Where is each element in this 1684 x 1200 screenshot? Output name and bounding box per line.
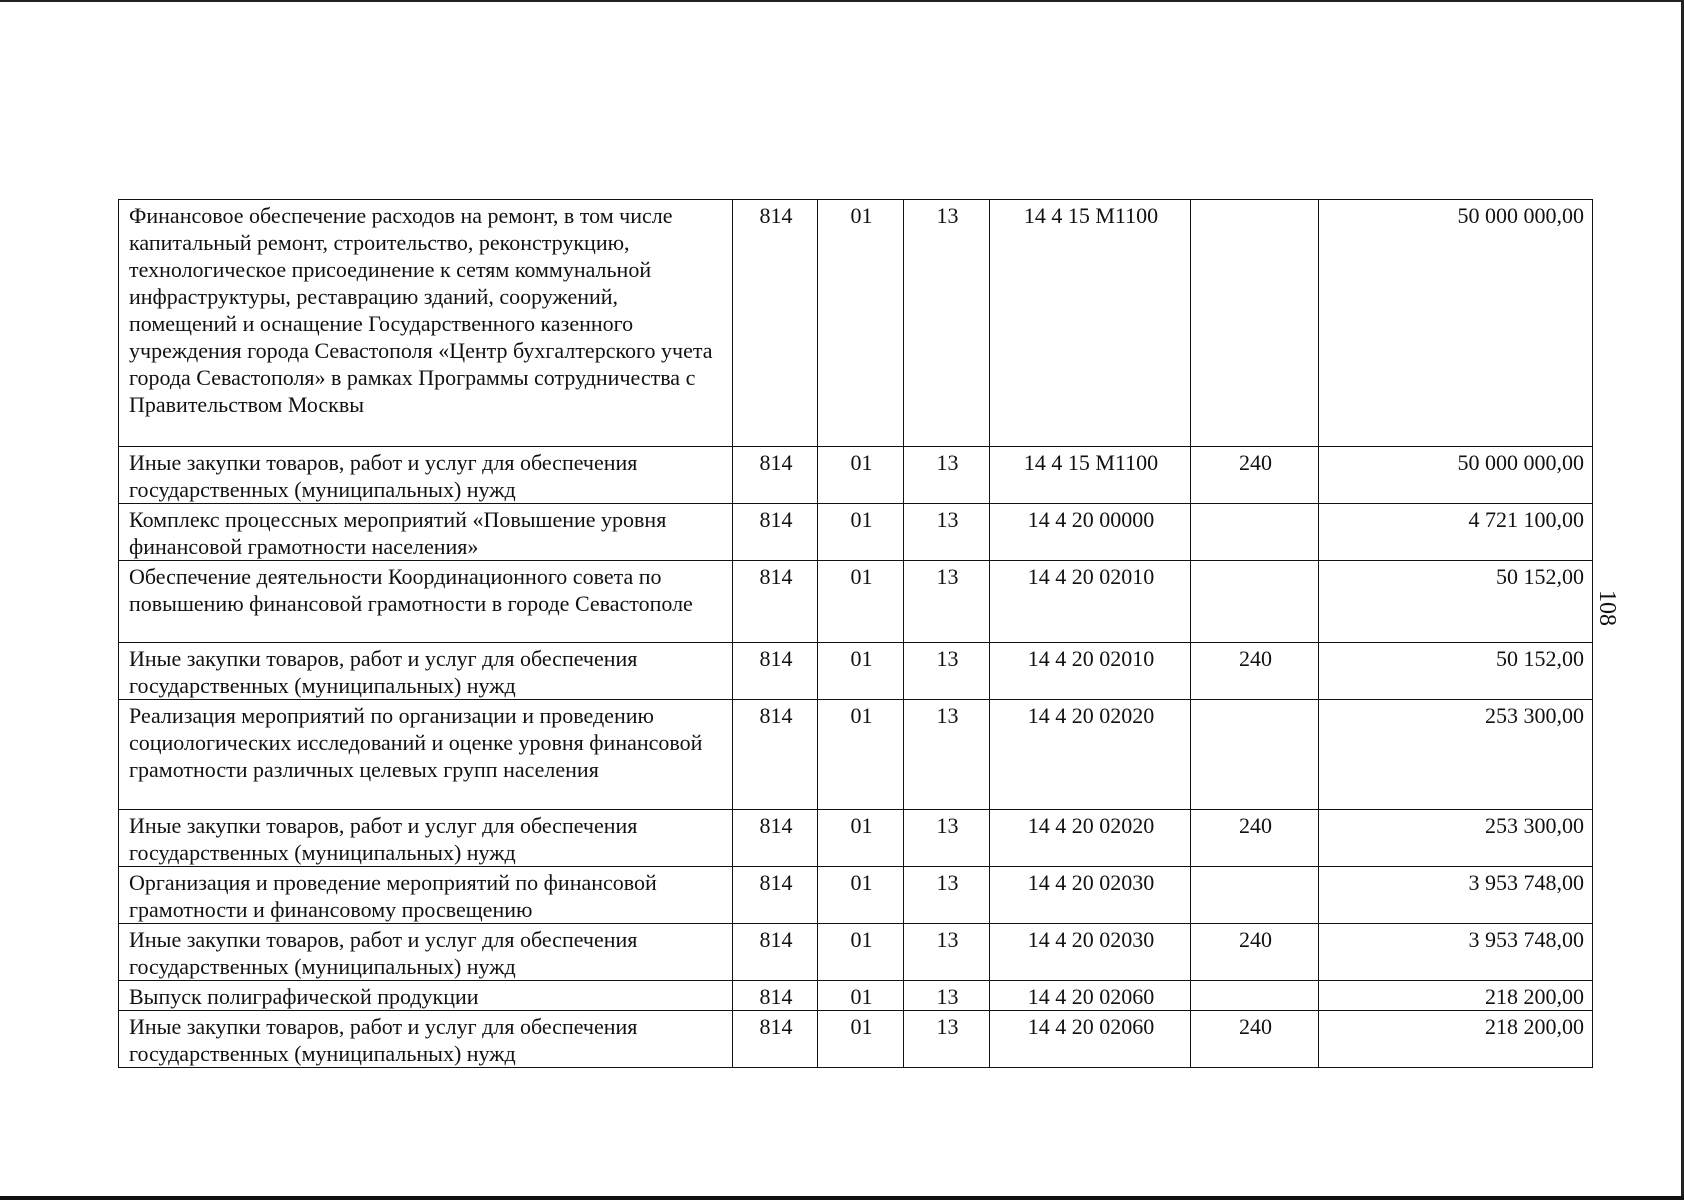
row-target-article-code: 14 4 20 02060 <box>990 1011 1191 1068</box>
row-amount: 3 953 748,00 <box>1319 924 1593 981</box>
row-expense-type-code: 240 <box>1191 447 1319 504</box>
row-target-article-code: 14 4 20 02020 <box>990 810 1191 867</box>
row-target-article-code: 14 4 15 М1100 <box>990 447 1191 504</box>
row-expense-type-code: 240 <box>1191 643 1319 700</box>
row-subsection-code: 13 <box>904 867 990 924</box>
row-amount: 4 721 100,00 <box>1319 504 1593 561</box>
row-amount: 50 000 000,00 <box>1319 447 1593 504</box>
row-amount: 50 152,00 <box>1319 561 1593 643</box>
row-subsection-code: 13 <box>904 981 990 1011</box>
scan-bottom-edge <box>0 1196 1684 1200</box>
row-gr-code: 814 <box>733 867 818 924</box>
row-description: Финансовое обеспечение расходов на ремонт, в том числе капитальный ремонт, строительство, реконструкцию, технологическое присоединение к сетям коммунальной инфраструктуры, реставрацию зданий, сооружений, помещений и оснащение Государственного казенного учреждения города Севастополя «Центр бухгалтерского учета города Севастополя» в рамках Программы сотрудничества с Правительством Москвы <box>119 200 733 447</box>
row-gr-code: 814 <box>733 643 818 700</box>
row-subsection-code: 13 <box>904 643 990 700</box>
row-description: Обеспечение деятельности Координационного совета по повышению финансовой грамотности в городе Севастополе <box>119 561 733 643</box>
row-amount: 50 152,00 <box>1319 643 1593 700</box>
table-row <box>119 700 1593 810</box>
row-amount: 253 300,00 <box>1319 700 1593 810</box>
row-expense-type-code <box>1191 981 1319 1011</box>
row-target-article-code: 14 4 20 02060 <box>990 981 1191 1011</box>
row-subsection-code: 13 <box>904 810 990 867</box>
row-gr-code: 814 <box>733 924 818 981</box>
table-row <box>119 200 1593 447</box>
row-subsection-code: 13 <box>904 561 990 643</box>
row-target-article-code: 14 4 20 02020 <box>990 700 1191 810</box>
row-amount: 50 000 000,00 <box>1319 200 1593 447</box>
row-section-code: 01 <box>818 1011 904 1068</box>
row-subsection-code: 13 <box>904 700 990 810</box>
table-row <box>119 810 1593 867</box>
row-description: Иные закупки товаров, работ и услуг для обеспечения государственных (муниципальных) нужд <box>119 810 733 867</box>
row-expense-type-code <box>1191 700 1319 810</box>
row-subsection-code: 13 <box>904 447 990 504</box>
row-amount: 218 200,00 <box>1319 1011 1593 1068</box>
table-row <box>119 924 1593 981</box>
row-expense-type-code: 240 <box>1191 1011 1319 1068</box>
row-section-code: 01 <box>818 447 904 504</box>
row-description: Иные закупки товаров, работ и услуг для обеспечения государственных (муниципальных) нужд <box>119 643 733 700</box>
table-row <box>119 504 1593 561</box>
row-section-code: 01 <box>818 643 904 700</box>
row-section-code: 01 <box>818 981 904 1011</box>
table-row <box>119 561 1593 643</box>
row-gr-code: 814 <box>733 700 818 810</box>
row-target-article-code: 14 4 15 М1100 <box>990 200 1191 447</box>
row-target-article-code: 14 4 20 02010 <box>990 561 1191 643</box>
row-amount: 218 200,00 <box>1319 981 1593 1011</box>
row-section-code: 01 <box>818 867 904 924</box>
table-body <box>119 200 1593 1068</box>
row-subsection-code: 13 <box>904 1011 990 1068</box>
row-expense-type-code: 240 <box>1191 810 1319 867</box>
row-section-code: 01 <box>818 200 904 447</box>
row-amount: 3 953 748,00 <box>1319 867 1593 924</box>
row-subsection-code: 13 <box>904 504 990 561</box>
row-subsection-code: 13 <box>904 200 990 447</box>
row-section-code: 01 <box>818 924 904 981</box>
budget-table <box>118 199 1593 1068</box>
row-gr-code: 814 <box>733 504 818 561</box>
row-description: Комплекс процессных мероприятий «Повышение уровня финансовой грамотности населения» <box>119 504 733 561</box>
row-expense-type-code <box>1191 561 1319 643</box>
row-target-article-code: 14 4 20 02010 <box>990 643 1191 700</box>
row-gr-code: 814 <box>733 981 818 1011</box>
row-section-code: 01 <box>818 810 904 867</box>
row-gr-code: 814 <box>733 810 818 867</box>
table-row <box>119 447 1593 504</box>
row-gr-code: 814 <box>733 447 818 504</box>
row-expense-type-code: 240 <box>1191 924 1319 981</box>
row-target-article-code: 14 4 20 00000 <box>990 504 1191 561</box>
table-row <box>119 1011 1593 1068</box>
scan-top-edge <box>0 0 1684 2</box>
row-subsection-code: 13 <box>904 924 990 981</box>
page-number: 108 <box>1594 590 1620 626</box>
row-gr-code: 814 <box>733 1011 818 1068</box>
row-gr-code: 814 <box>733 561 818 643</box>
row-description: Иные закупки товаров, работ и услуг для обеспечения государственных (муниципальных) нужд <box>119 447 733 504</box>
row-section-code: 01 <box>818 504 904 561</box>
row-target-article-code: 14 4 20 02030 <box>990 867 1191 924</box>
row-expense-type-code <box>1191 867 1319 924</box>
table-row <box>119 981 1593 1011</box>
row-description: Выпуск полиграфической продукции <box>119 981 733 1011</box>
row-description: Иные закупки товаров, работ и услуг для обеспечения государственных (муниципальных) нужд <box>119 924 733 981</box>
row-section-code: 01 <box>818 700 904 810</box>
row-description: Иные закупки товаров, работ и услуг для обеспечения государственных (муниципальных) нужд <box>119 1011 733 1068</box>
row-gr-code: 814 <box>733 200 818 447</box>
row-target-article-code: 14 4 20 02030 <box>990 924 1191 981</box>
row-description: Реализация мероприятий по организации и проведению социологических исследований и оценке уровня финансовой грамотности различных целевых групп населения <box>119 700 733 810</box>
table-row <box>119 867 1593 924</box>
table-row <box>119 643 1593 700</box>
row-amount: 253 300,00 <box>1319 810 1593 867</box>
row-description: Организация и проведение мероприятий по финансовой грамотности и финансовому просвещению <box>119 867 733 924</box>
row-expense-type-code <box>1191 504 1319 561</box>
row-section-code: 01 <box>818 561 904 643</box>
row-expense-type-code <box>1191 200 1319 447</box>
